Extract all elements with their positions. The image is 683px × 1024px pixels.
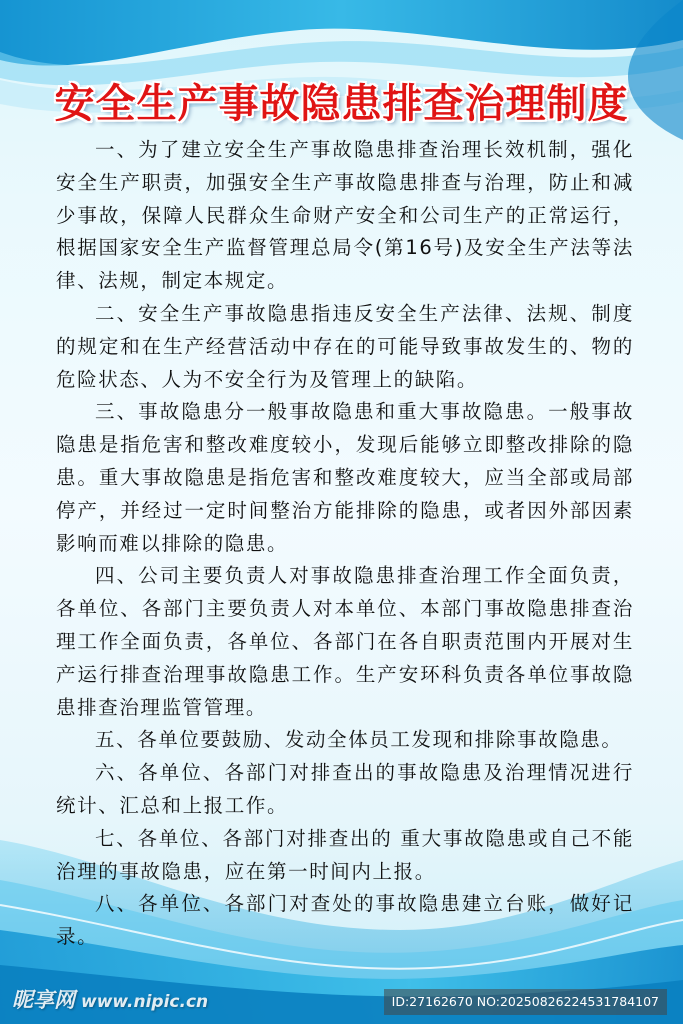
watermark-logo: [12, 984, 208, 1014]
watermark-id: ID:27162670 NO:20250826224531784107: [384, 989, 667, 1015]
paragraph-4: 四、公司主要负责人对事故隐患排查治理工作全面负责，各单位、各部门主要负责人对本单位、本部门事故隐患排查治理工作全面负责，各单位、各部门在各自职责范围内开展对生产运行排查治理事故隐患工作。生产安环科负责各单位事故隐患排查治理监管管理。: [56, 564, 634, 719]
watermark-site: www.nipic.cn: [81, 992, 209, 1012]
paragraph-8: 八、各单位、各部门对查处的事故隐患建立台账，做好记录。: [56, 892, 634, 949]
paragraph-6: 六、各单位、各部门对排查出的事故隐患及治理情况进行统计、汇总和上报工作。: [56, 761, 634, 817]
paragraph-5: 五、各单位要鼓励、发动全体员工发现和排除事故隐患。: [95, 728, 623, 752]
watermark-logo-text: 昵享网: [12, 988, 75, 1012]
poster-title: 安全生产事故隐患排查治理制度: [54, 81, 629, 127]
paragraph-1: 一、为了建立安全生产事故隐患排查治理长效机制，强化安全生产职责，加强安全生产事故隐患排查与治理，防止和减少事故，保障人民群众生命财产安全和公司生产的正常运行，根据国家安全生产监督管理总局令(第16号)及安全生产法等法律、法规，制定本规定。: [56, 138, 634, 293]
regulation-body: [56, 134, 634, 954]
paragraph-3: 三、事故隐患分一般事故隐患和重大事故隐患。一般事故隐患是指危害和整改难度较小，发现后能够立即整改排除的隐患。重大事故隐患是指危害和整改难度较大，应当全部或局部停产，并经过一定时间整治方能排除的隐患，或者因外部因素影响而难以排除的隐患。: [56, 400, 634, 555]
paragraph-2: 二、安全生产事故隐患指违反安全生产法律、法规、制度的规定和在生产经营活动中存在的可能导致事故发生的、物的危险状态、人为不安全行为及管理上的缺陷。: [56, 301, 634, 391]
paragraph-7: 七、各单位、各部门对排查出的 重大事故隐患或自己不能治理的事故隐患，应在第一时间内上报。: [56, 826, 634, 883]
